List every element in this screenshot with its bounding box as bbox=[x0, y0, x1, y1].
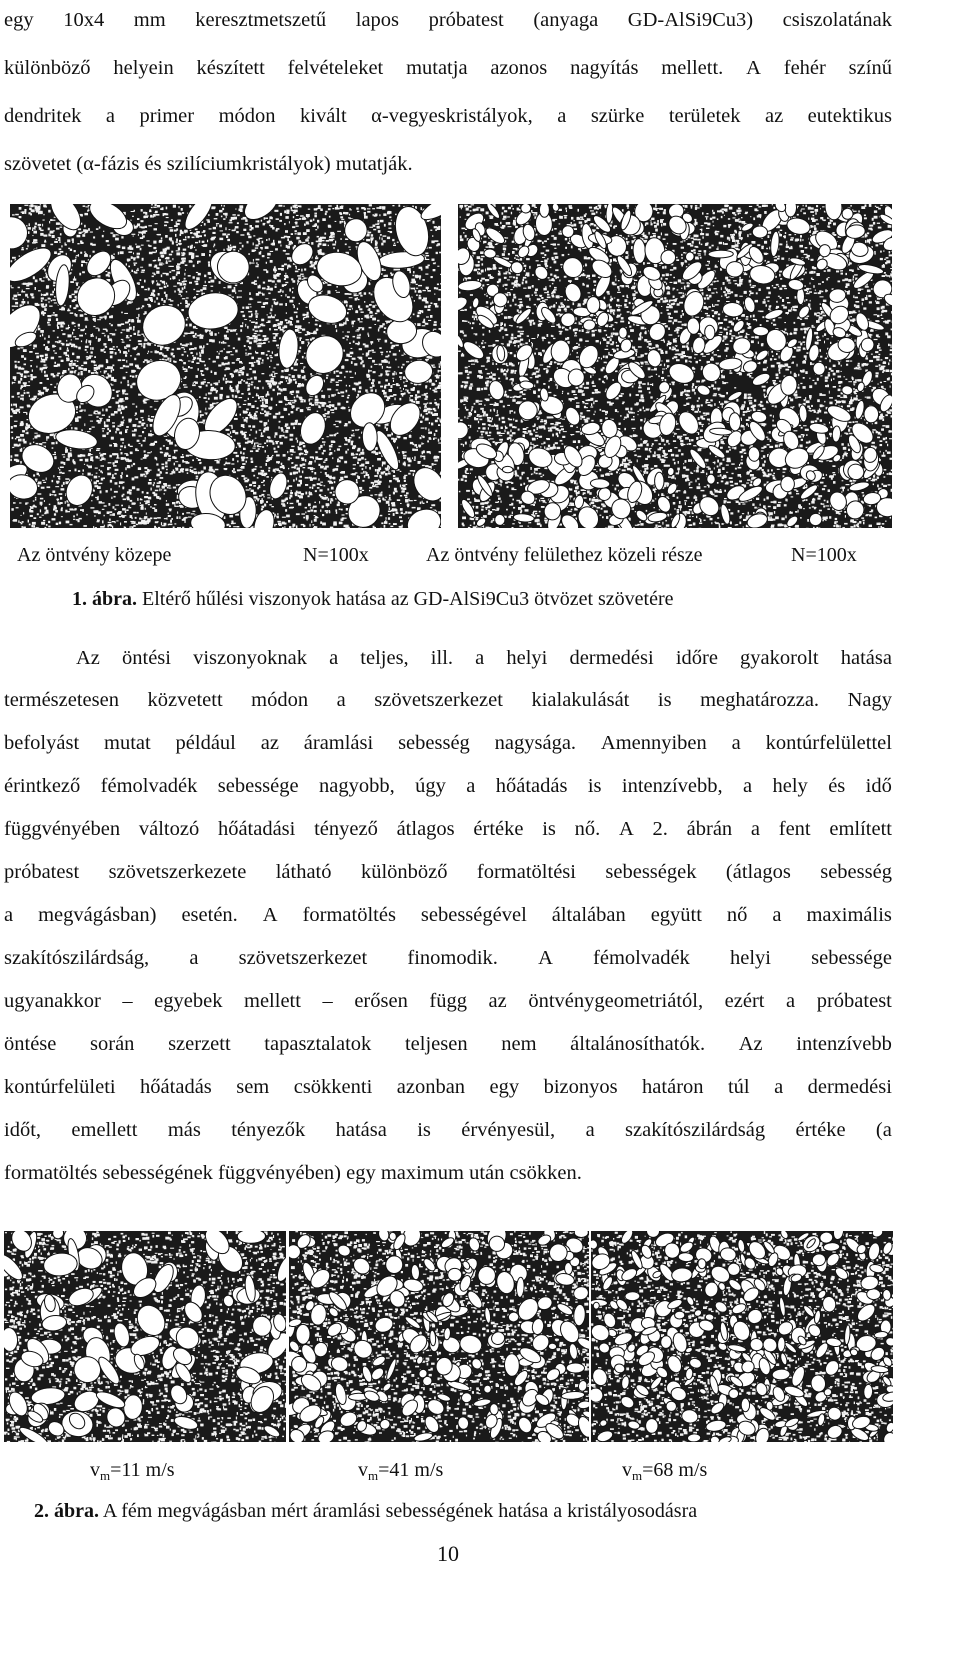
word: helyi bbox=[730, 946, 771, 970]
word: a bbox=[786, 989, 795, 1013]
word: – bbox=[122, 989, 132, 1013]
micrograph-v11 bbox=[4, 1231, 286, 1442]
word: sebessége bbox=[218, 774, 299, 798]
word: különböző bbox=[361, 860, 448, 884]
word: módon bbox=[219, 104, 276, 128]
word: kontúrfelülettel bbox=[766, 731, 892, 755]
word: nagysága. bbox=[495, 731, 576, 755]
figure1-right-magnification: N=100x bbox=[791, 543, 857, 567]
body-line-7 bbox=[4, 903, 892, 927]
word: teljesen bbox=[405, 1032, 468, 1056]
word: területek bbox=[669, 104, 741, 128]
word: tapasztalatok bbox=[264, 1032, 371, 1056]
word: ábrán bbox=[687, 817, 733, 841]
word: együtt bbox=[651, 903, 702, 927]
word: a bbox=[4, 903, 13, 927]
word: A bbox=[746, 56, 761, 80]
word: a bbox=[337, 688, 346, 712]
intro-line-1 bbox=[4, 8, 892, 32]
word: a bbox=[732, 731, 741, 755]
word: sebessége bbox=[811, 946, 892, 970]
figure1-caption bbox=[72, 587, 674, 611]
word: látható bbox=[276, 860, 332, 884]
word: túl bbox=[728, 1075, 750, 1099]
word: a bbox=[586, 1118, 595, 1142]
word: tényező bbox=[314, 817, 378, 841]
word: A bbox=[263, 903, 278, 927]
word: befolyást bbox=[4, 731, 79, 755]
word: hőátadás bbox=[496, 774, 568, 798]
word: színű bbox=[849, 56, 892, 80]
word: hőátadási bbox=[218, 817, 295, 841]
word: a bbox=[772, 903, 781, 927]
word: (a bbox=[876, 1118, 892, 1142]
word: helyein bbox=[113, 56, 173, 80]
body-line-11 bbox=[4, 1075, 892, 1099]
word: (anyaga bbox=[533, 8, 598, 32]
word: Az bbox=[739, 1032, 763, 1056]
word: úgy bbox=[415, 774, 446, 798]
micrograph-v41 bbox=[289, 1231, 589, 1442]
intro-line-2 bbox=[4, 56, 892, 80]
word: Nagy bbox=[848, 688, 892, 712]
word: azonos bbox=[490, 56, 547, 80]
word: dermedési bbox=[569, 646, 653, 670]
word: áramlási bbox=[304, 731, 373, 755]
word: sebességek bbox=[605, 860, 696, 884]
word: primer bbox=[139, 104, 194, 128]
word: értéke bbox=[473, 817, 523, 841]
word: fémolvadék bbox=[101, 774, 198, 798]
body-line-5 bbox=[4, 817, 892, 841]
word: nagyítás bbox=[570, 56, 638, 80]
word: öntése bbox=[4, 1032, 56, 1056]
word: kivált bbox=[300, 104, 347, 128]
word: érintkező bbox=[4, 774, 80, 798]
body-line-4 bbox=[4, 774, 892, 798]
word: keresztmetszetű bbox=[195, 8, 326, 32]
word: mellett bbox=[244, 989, 301, 1013]
word: intenzívebb, bbox=[622, 774, 723, 798]
intro-line-4: szövetet (α-fázis és szilíciumkristályok) mutatják. bbox=[4, 152, 413, 176]
word: szerzett bbox=[168, 1032, 231, 1056]
figure2-caption bbox=[34, 1499, 697, 1523]
word: hőátadás bbox=[140, 1075, 212, 1099]
body-line-6 bbox=[4, 860, 892, 884]
word: a bbox=[329, 646, 338, 670]
velocity-label-1 bbox=[90, 1458, 175, 1488]
word: más bbox=[168, 1118, 201, 1142]
word: a bbox=[751, 817, 760, 841]
word: az bbox=[489, 989, 507, 1013]
word: határon bbox=[642, 1075, 703, 1099]
word: a bbox=[466, 774, 475, 798]
micrograph-v68-image bbox=[591, 1231, 893, 1442]
word: kontúrfelületi bbox=[4, 1075, 116, 1099]
word: mutat bbox=[104, 731, 151, 755]
word: időre bbox=[676, 646, 718, 670]
word: erősen bbox=[354, 989, 408, 1013]
word: a bbox=[774, 1075, 783, 1099]
word: a bbox=[189, 946, 198, 970]
figure1-title: Eltérő hűlési viszonyok hatása az GD-AlSi9Cu3 ötvözet szövetére bbox=[137, 588, 674, 610]
micrograph-v41-image bbox=[289, 1231, 589, 1442]
word: intenzívebb bbox=[796, 1032, 892, 1056]
word: hatása bbox=[841, 646, 892, 670]
micrograph-v11-image bbox=[4, 1231, 286, 1442]
word: és bbox=[828, 774, 845, 798]
body-line-10 bbox=[4, 1032, 892, 1056]
word: bizonyos bbox=[544, 1075, 618, 1099]
word: azonban bbox=[397, 1075, 465, 1099]
word: szövetszerkezet bbox=[374, 688, 503, 712]
word: finomodik. bbox=[407, 946, 498, 970]
velocity-symbol: v bbox=[358, 1459, 368, 1481]
micrograph-surface bbox=[458, 204, 892, 528]
word: általában bbox=[552, 903, 626, 927]
word: 10x4 bbox=[63, 8, 104, 32]
word: teljes, bbox=[360, 646, 408, 670]
word: különböző bbox=[4, 56, 91, 80]
word: is bbox=[658, 688, 672, 712]
velocity-subscript: m bbox=[368, 1468, 378, 1483]
word: csiszolatának bbox=[783, 8, 892, 32]
word: emellett bbox=[71, 1118, 137, 1142]
word: nem bbox=[501, 1032, 536, 1056]
word: során bbox=[90, 1032, 134, 1056]
word: értéke bbox=[795, 1118, 845, 1142]
word: is bbox=[588, 774, 602, 798]
word: meghatározza. bbox=[700, 688, 819, 712]
word: öntvénygeometriától, bbox=[528, 989, 703, 1013]
velocity-label-2 bbox=[358, 1458, 443, 1488]
velocity-subscript: m bbox=[100, 1468, 110, 1483]
word: próbatest bbox=[4, 860, 79, 884]
word: nő. bbox=[575, 817, 601, 841]
velocity-subscript: m bbox=[632, 1468, 642, 1483]
word: általánosíthatók. bbox=[570, 1032, 705, 1056]
word: hely bbox=[773, 774, 808, 798]
word: változó bbox=[139, 817, 199, 841]
word: sebességével bbox=[421, 903, 527, 927]
word: említett bbox=[829, 817, 892, 841]
word: egyebek bbox=[154, 989, 222, 1013]
word: kialakulását bbox=[531, 688, 629, 712]
word: öntési bbox=[122, 646, 171, 670]
word: megvágásban) bbox=[38, 903, 156, 927]
word: felvételeket bbox=[288, 56, 384, 80]
word: a bbox=[475, 646, 484, 670]
word: (átlagos bbox=[726, 860, 791, 884]
body-line-12 bbox=[4, 1118, 892, 1142]
figure1-left-magnification: N=100x bbox=[303, 543, 369, 567]
word: sebesség bbox=[398, 731, 470, 755]
word: a bbox=[557, 104, 566, 128]
word: lapos bbox=[356, 8, 399, 32]
word: 2. bbox=[653, 817, 668, 841]
word: Amennyiben bbox=[601, 731, 707, 755]
word: szakítószilárdság bbox=[625, 1118, 765, 1142]
word: esetén. bbox=[181, 903, 237, 927]
velocity-symbol: v bbox=[622, 1459, 632, 1481]
word: ill. bbox=[431, 646, 453, 670]
micrograph-center bbox=[10, 204, 441, 528]
word: Az bbox=[76, 646, 100, 670]
body-line-3 bbox=[4, 731, 892, 755]
word: nagyobb, bbox=[319, 774, 395, 798]
word: szürke bbox=[591, 104, 645, 128]
word: dermedési bbox=[808, 1075, 892, 1099]
word: egy bbox=[490, 1075, 520, 1099]
word: szövetszerkezet bbox=[239, 946, 368, 970]
velocity-value: =11 m/s bbox=[110, 1459, 174, 1481]
page-number: 10 bbox=[437, 1541, 459, 1567]
word: GD-AlSi9Cu3) bbox=[628, 8, 753, 32]
word: gyakorolt bbox=[740, 646, 819, 670]
word: viszonyoknak bbox=[193, 646, 307, 670]
body-line-1 bbox=[76, 646, 892, 670]
word: természetesen bbox=[4, 688, 119, 712]
velocity-label-3 bbox=[622, 1458, 707, 1488]
word: próbatest bbox=[817, 989, 892, 1013]
word: ugyanakkor bbox=[4, 989, 101, 1013]
word: módon bbox=[251, 688, 308, 712]
word: eutektikus bbox=[808, 104, 892, 128]
word: az bbox=[765, 104, 783, 128]
word: készített bbox=[197, 56, 265, 80]
word: sebesség bbox=[820, 860, 892, 884]
intro-line-3 bbox=[4, 104, 892, 128]
word: mm bbox=[134, 8, 166, 32]
word: hatása bbox=[336, 1118, 387, 1142]
word: fent bbox=[779, 817, 811, 841]
figure1-right-caption: Az öntvény felülethez közeli része bbox=[426, 543, 703, 567]
word: a bbox=[106, 104, 115, 128]
word: maximális bbox=[806, 903, 891, 927]
word: ezért bbox=[725, 989, 765, 1013]
word: – bbox=[323, 989, 333, 1013]
word: a bbox=[743, 774, 752, 798]
body-line-2 bbox=[4, 688, 892, 712]
word: dendritek bbox=[4, 104, 81, 128]
word: érvényesül, bbox=[461, 1118, 555, 1142]
velocity-symbol: v bbox=[90, 1459, 100, 1481]
figure2-title: A fém megvágásban mért áramlási sebességének hatása a kristályosodásra bbox=[99, 1500, 697, 1522]
word: fehér bbox=[784, 56, 826, 80]
word: formatöltési bbox=[477, 860, 576, 884]
micrograph-surface-image bbox=[458, 204, 892, 528]
word: csökkenti bbox=[294, 1075, 373, 1099]
word: például bbox=[176, 731, 236, 755]
word: függvényében bbox=[4, 817, 120, 841]
figure1-left-caption: Az öntvény közepe bbox=[17, 543, 171, 567]
word: is bbox=[417, 1118, 431, 1142]
word: is bbox=[542, 817, 556, 841]
figure2-label: 2. ábra. bbox=[34, 1500, 99, 1522]
word: az bbox=[261, 731, 279, 755]
velocity-value: =68 m/s bbox=[642, 1459, 707, 1481]
micrograph-center-image bbox=[10, 204, 441, 528]
word: idő bbox=[866, 774, 892, 798]
word: A bbox=[619, 817, 634, 841]
body-line-13: formatöltés sebességének függvényében) egy maximum után csökken. bbox=[4, 1161, 582, 1185]
word: nő bbox=[727, 903, 748, 927]
word: időt, bbox=[4, 1118, 41, 1142]
word: szakítószilárdság, bbox=[4, 946, 149, 970]
word: közvetett bbox=[148, 688, 223, 712]
word: formatöltés bbox=[303, 903, 396, 927]
word: függ bbox=[429, 989, 467, 1013]
micrograph-v68 bbox=[591, 1231, 893, 1442]
word: α-vegyeskristályok, bbox=[371, 104, 533, 128]
body-line-8 bbox=[4, 946, 892, 970]
word: A bbox=[538, 946, 553, 970]
word: egy bbox=[4, 8, 34, 32]
word: helyi bbox=[506, 646, 547, 670]
figure1-label: 1. ábra. bbox=[72, 588, 137, 610]
velocity-value: =41 m/s bbox=[378, 1459, 443, 1481]
word: sem bbox=[236, 1075, 269, 1099]
body-line-9 bbox=[4, 989, 892, 1013]
word: mellett. bbox=[661, 56, 723, 80]
word: próbatest bbox=[429, 8, 504, 32]
word: átlagos bbox=[397, 817, 455, 841]
word: szövetszerkezete bbox=[109, 860, 247, 884]
word: fémolvadék bbox=[593, 946, 690, 970]
word: tényezők bbox=[231, 1118, 305, 1142]
word: mutatja bbox=[406, 56, 467, 80]
